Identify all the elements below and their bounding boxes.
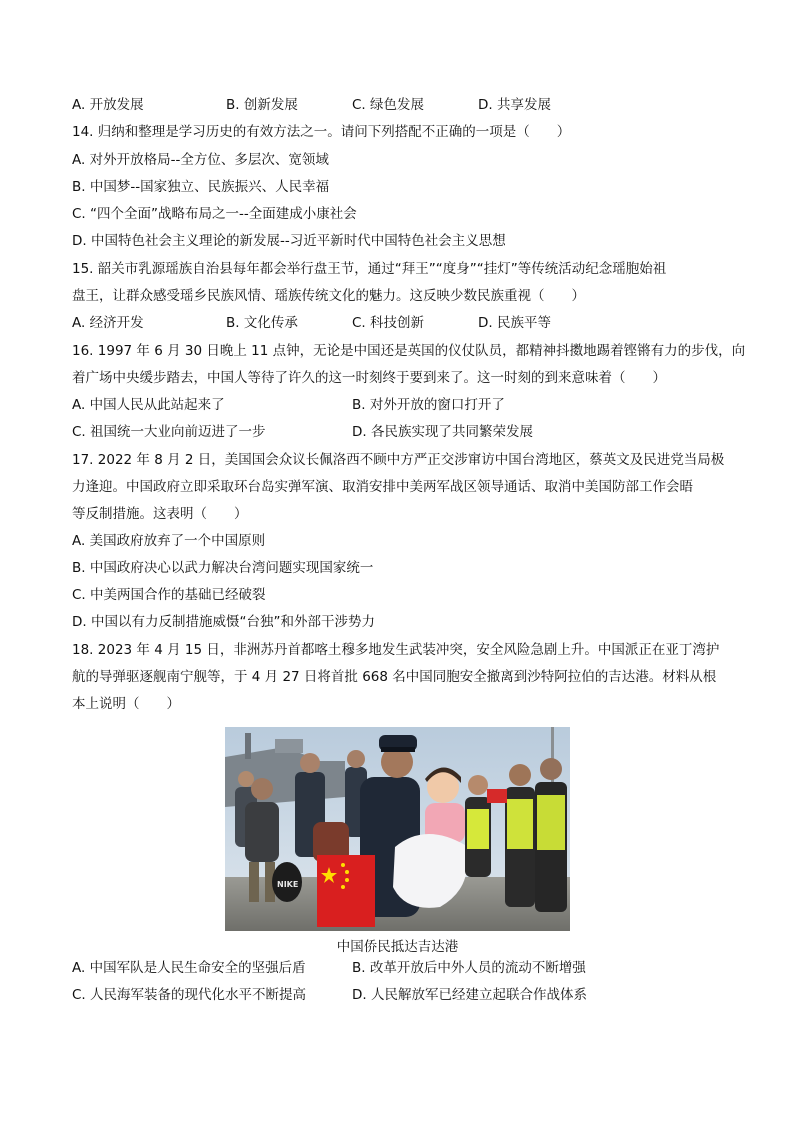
q16-option-c: C. 祖国统一大业向前迈进了一步	[72, 424, 266, 440]
q14-option-a: A. 对外开放格局--全方位、多层次、宽领域	[72, 152, 329, 168]
q13-options	[72, 96, 724, 114]
q17-option-b: B. 中国政府决心以武力解决台湾问题实现国家统一	[72, 560, 374, 576]
q18-stem-line-2: 航的导弹驱逐舰南宁舰等，于 4 月 27 日将首批 668 名中国同胞安全撤离到沙特阿拉伯的吉达港。材料从根	[72, 669, 717, 685]
q16-stem-line-1: 16. 1997 年 6 月 30 日晚上 11 点钟，无论是中国还是英国的仪仗队员，都精神抖擞地踢着铿锵有力的步伐，向	[72, 343, 746, 359]
q16-options-row-2	[72, 423, 724, 441]
q14-option-d: D. 中国特色社会主义理论的新发展--习近平新时代中国特色社会主义思想	[72, 233, 506, 249]
q18-option-d: D. 人民解放军已经建立起联合作战体系	[352, 987, 587, 1003]
q17-stem-line-2: 力逢迎。中国政府立即采取环台岛实弹军演、取消安排中美两军战区领导通话、取消中美国防部工作会晤	[72, 479, 693, 495]
q15-stem-line-1: 15. 韶关市乳源瑶族自治县每年都会举行盘王节，通过“拜王”“度身”“挂灯”等传统活动纪念瑶胞始祖	[72, 261, 667, 277]
q15-option-c: C. 科技创新	[352, 315, 425, 331]
q17-option-c: C. 中美两国合作的基础已经破裂	[72, 587, 266, 603]
q14-stem: 14. 归纳和整理是学习历史的有效方法之一。请问下列搭配不正确的一项是（ ）	[72, 124, 571, 140]
q18-option-c: C. 人民海军装备的现代化水平不断提高	[72, 987, 307, 1003]
svg-text:NIKE: NIKE	[277, 880, 299, 889]
q15-options	[72, 314, 724, 332]
q16-stem-line-2: 着广场中央缓步踏去，中国人等待了许久的这一时刻终于要到来了。这一时刻的到来意味着（ ）	[72, 370, 666, 386]
q18-photo	[225, 727, 570, 931]
q18-options-row-1	[72, 959, 724, 977]
q16-option-b: B. 对外开放的窗口打开了	[352, 397, 505, 413]
q15-option-b: B. 文化传承	[226, 315, 298, 331]
q18-stem-line-3: 本上说明（ ）	[72, 696, 180, 712]
q18-option-a: A. 中国军队是人民生命安全的坚强后盾	[72, 960, 306, 976]
q17-stem-line-1: 17. 2022 年 8 月 2 日，美国国会众议长佩洛西不顾中方严正交涉窜访中国台湾地区，蔡英文及民进党当局极	[72, 452, 725, 468]
q18-photo-caption: 中国侨民抵达吉达港	[336, 939, 459, 955]
q15-option-d: D. 民族平等	[478, 315, 551, 331]
q17-option-d: D. 中国以有力反制措施威慑“台独”和外部干涉势力	[72, 614, 375, 630]
q14-option-c: C. “四个全面”战略布局之一--全面建成小康社会	[72, 206, 357, 222]
q17-option-a: A. 美国政府放弃了一个中国原则	[72, 533, 266, 549]
q16-option-a: A. 中国人民从此站起来了	[72, 397, 225, 413]
q17-stem-line-3: 等反制措施。这表明（ ）	[72, 506, 248, 522]
q18-option-b: B. 改革开放后中外人员的流动不断增强	[352, 960, 586, 976]
q18-stem-line-1: 18. 2023 年 4 月 15 日，非洲苏丹首都喀土穆多地发生武装冲突，安全风险急剧上升。中国派正在亚丁湾护	[72, 642, 720, 658]
q13-option-d: D. 共享发展	[478, 97, 551, 113]
q16-option-d: D. 各民族实现了共同繁荣发展	[352, 424, 533, 440]
q13-option-b: B. 创新发展	[226, 97, 298, 113]
q18-options-row-2	[72, 986, 724, 1004]
q13-option-c: C. 绿色发展	[352, 97, 425, 113]
evacuation-photo-illustration	[225, 727, 570, 931]
q15-stem-line-2: 盘王，让群众感受瑶乡民族风情、瑶族传统文化的魅力。这反映少数民族重视（ ）	[72, 288, 585, 304]
q16-options-row-1	[72, 396, 724, 414]
q14-option-b: B. 中国梦--国家独立、民族振兴、人民幸福	[72, 179, 330, 195]
q13-option-a: A. 开放发展	[72, 97, 144, 113]
q15-option-a: A. 经济开发	[72, 315, 144, 331]
